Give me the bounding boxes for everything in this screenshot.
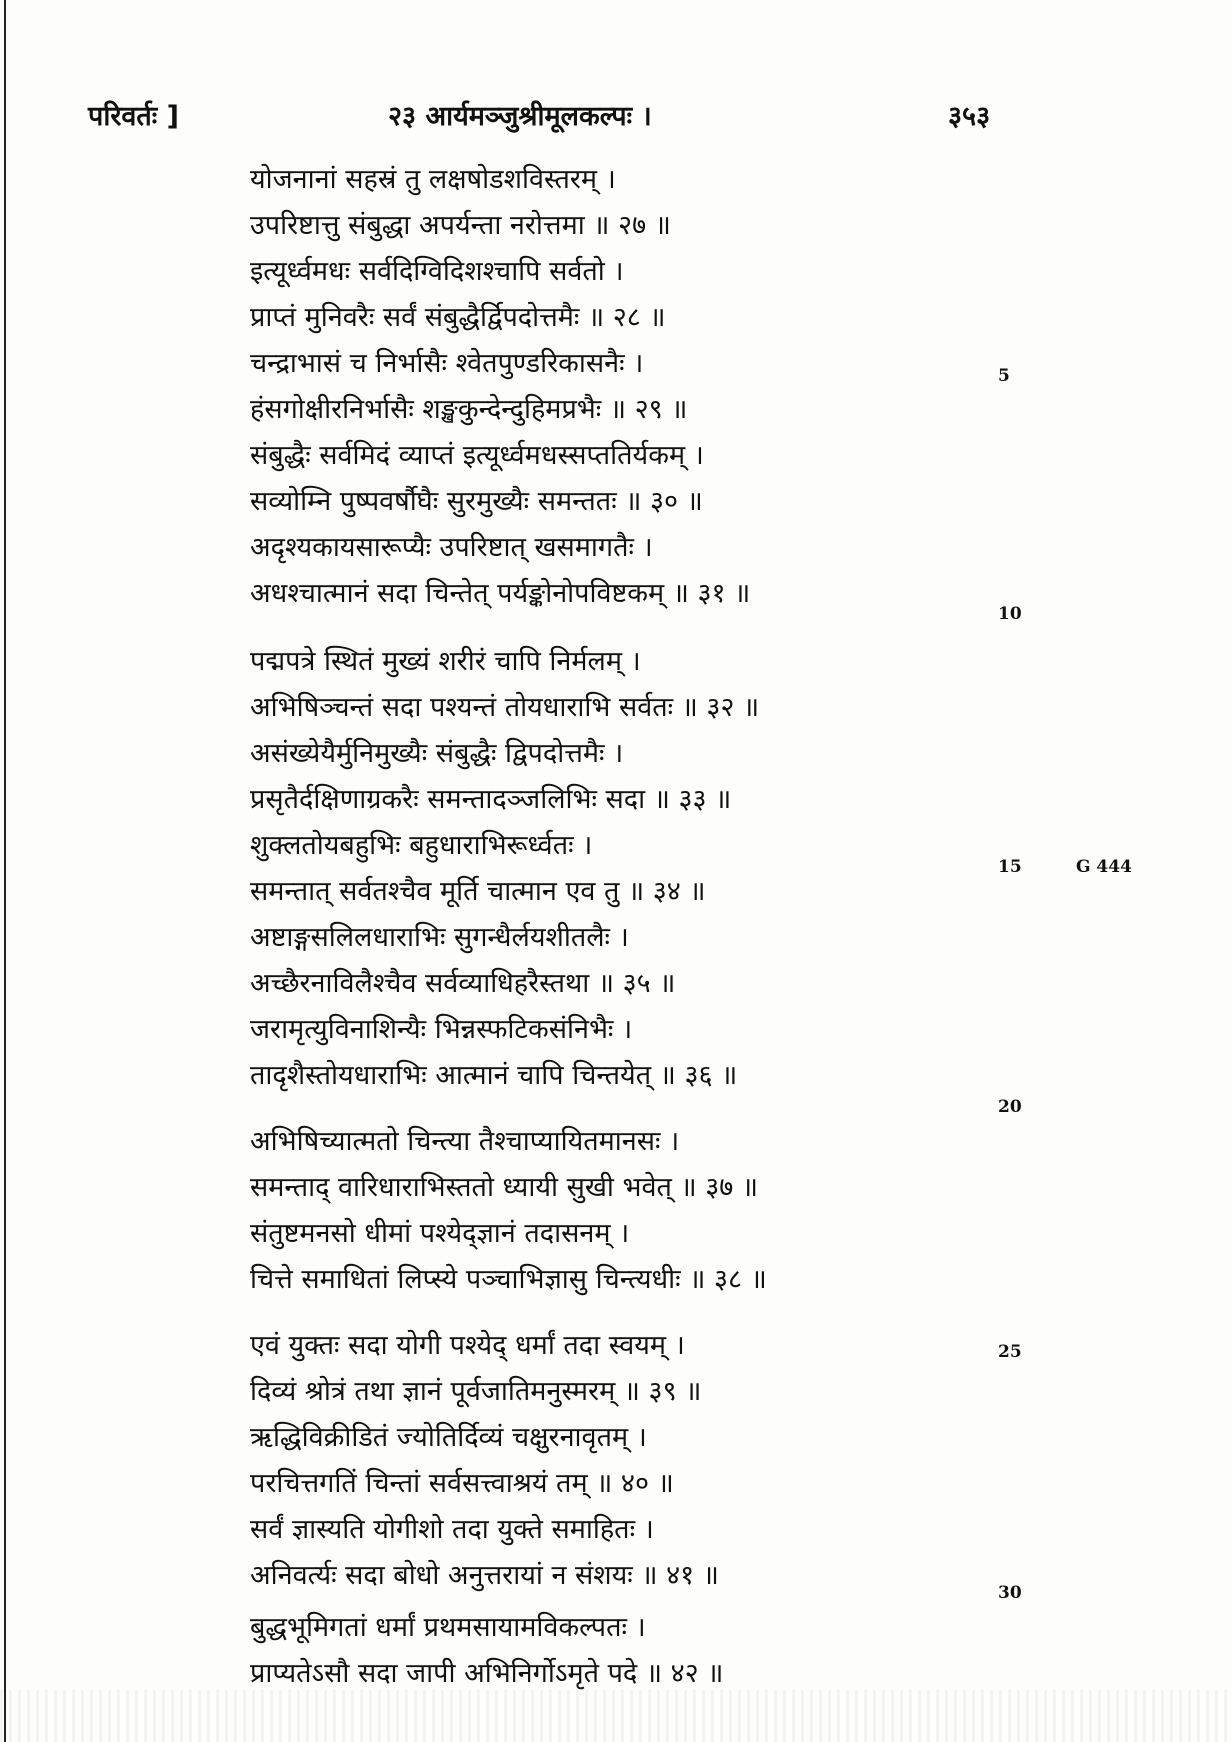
verse-line: सर्वं ज्ञास्यति योगीशो तदा युक्ते समाहितः । xyxy=(250,1514,654,1545)
margin-line-number: 20 xyxy=(998,1097,1022,1117)
verse-line: अभिषिच्यात्मतो चिन्त्या तैश्चाप्यायितमानसः । xyxy=(250,1126,680,1157)
margin-line-number: 15 xyxy=(998,857,1022,877)
verse-line: अधश्चात्मानं सदा चिन्तेत् पर्यङ्कोनोपविष्टकम् ॥ ३१ ॥ xyxy=(250,578,751,609)
running-head-left: परिवर्तः ] xyxy=(88,101,179,132)
verse-line: चित्ते समाधितां लिप्स्ये पञ्चाभिज्ञासु चिन्त्यधीः ॥ ३८ ॥ xyxy=(250,1264,767,1295)
verse-line: ऋद्धिविक्रीडितं ज्योतिर्दिव्यं चक्षुरनावृतम् । xyxy=(250,1422,647,1453)
verse-line: योजनानां सहस्रं तु लक्षषोडशविस्तरम् । xyxy=(250,164,616,195)
verse-line: अष्टाङ्गसलिलधाराभिः सुगन्धैर्लयशीतलैः । xyxy=(250,922,629,953)
page-number: ३५३ xyxy=(948,101,991,132)
verse-line: समन्ताद् वारिधाराभिस्ततो ध्यायी सुखी भवेत् ॥ ३७ ॥ xyxy=(250,1172,759,1203)
verse-line: प्राप्यतेऽसौ सदा जापी अभिनिर्गोऽमृते पदे ॥ ४२ ॥ xyxy=(250,1658,724,1689)
verse-line: सव्योम्नि पुष्पवर्षौघैः सुरमुख्यैः समन्ततः ॥ ३० ॥ xyxy=(250,486,703,517)
verse-line: समन्तात् सर्वतश्चैव मूर्ति चात्मान एव तु ॥ ३४ ॥ xyxy=(250,876,706,907)
verse-line: एवं युक्तः सदा योगी पश्येद् धर्मां तदा स्वयम् । xyxy=(250,1330,685,1361)
margin-line-number: 10 xyxy=(998,604,1022,624)
verse-line: इत्यूर्ध्वमधः सर्वदिग्विदिशश्चापि सर्वतो । xyxy=(250,256,624,287)
running-head-title: २३ आर्यमञ्जुश्रीमूलकल्पः । xyxy=(388,101,652,132)
verse-line: प्राप्तं मुनिवरैः सर्वं संबुद्धैर्द्विपदोत्तमैः ॥ २८ ॥ xyxy=(250,302,666,333)
verse-line: जरामृत्युविनाशिन्यैः भिन्नस्फटिकसंनिभैः । xyxy=(250,1014,633,1045)
verse-line: प्रसृतैर्दक्षिणाग्रकरैः समन्तादञ्जलिभिः सदा ॥ ३३ ॥ xyxy=(250,784,732,815)
page-edge-rule xyxy=(4,0,6,1742)
verse-line: असंख्येयैर्मुनिमुख्यैः संबुद्धैः द्विपदोत्तमैः । xyxy=(250,738,624,769)
margin-line-number: 5 xyxy=(998,366,1010,386)
margin-line-number: 30 xyxy=(998,1583,1022,1603)
verse-line: पद्मपत्रे स्थितं मुख्यं शरीरं चापि निर्मलम् । xyxy=(250,646,641,677)
margin-line-number: 25 xyxy=(998,1342,1022,1362)
verse-line: चन्द्राभासं च निर्भासैः श्वेतपुण्डरिकासनैः । xyxy=(250,348,644,379)
verse-line: हंसगोक्षीरनिर्भासैः शङ्खकुन्देन्दुहिमप्रभैः ॥ २९ ॥ xyxy=(250,394,688,425)
verse-line: उपरिष्टात्तु संबुद्धा अपर्यन्ता नरोत्तमा ॥ २७ ॥ xyxy=(250,210,671,241)
verse-line: अच्छैरनाविलैश्चैव सर्वव्याधिहरैस्तथा ॥ ३५ ॥ xyxy=(250,968,676,999)
verse-line: परचित्तगतिं चिन्तां सर्वसत्त्वाश्रयं तम् ॥ ४० ॥ xyxy=(250,1468,674,1499)
verse-line: अदृश्यकायसारूप्यैः उपरिष्टात् खसमागतैः । xyxy=(250,532,653,563)
scan-noise xyxy=(0,1690,1232,1742)
verse-line: दिव्यं श्रोत्रं तथा ज्ञानं पूर्वजातिमनुस्मरम् ॥ ३९ ॥ xyxy=(250,1376,702,1407)
verse-line: बुद्धभूमिगतां धर्मां प्रथमसायामविकल्पतः । xyxy=(250,1612,646,1643)
verse-line: अभिषिञ्चन्तं सदा पश्यन्तं तोयधाराभि सर्वतः ॥ ३२ ॥ xyxy=(250,692,760,723)
manuscript-folio-ref: G 444 xyxy=(1076,857,1132,877)
verse-line: अनिवर्त्यः सदा बोधो अनुत्तरायां न संशयः ॥ ४१ ॥ xyxy=(250,1560,719,1591)
verse-line: तादृशैस्तोयधाराभिः आत्मानं चापि चिन्तयेत् ॥ ३६ ॥ xyxy=(250,1060,738,1091)
verse-line: शुक्लतोयबहुभिः बहुधाराभिरूर्ध्वतः । xyxy=(250,830,593,861)
verse-line: संबुद्धैः सर्वमिदं व्याप्तं इत्यूर्ध्वमधस्सप्ततिर्यकम् । xyxy=(250,440,704,471)
verse-line: संतुष्टमनसो धीमां पश्येद्ज्ञानं तदासनम् । xyxy=(250,1218,630,1249)
